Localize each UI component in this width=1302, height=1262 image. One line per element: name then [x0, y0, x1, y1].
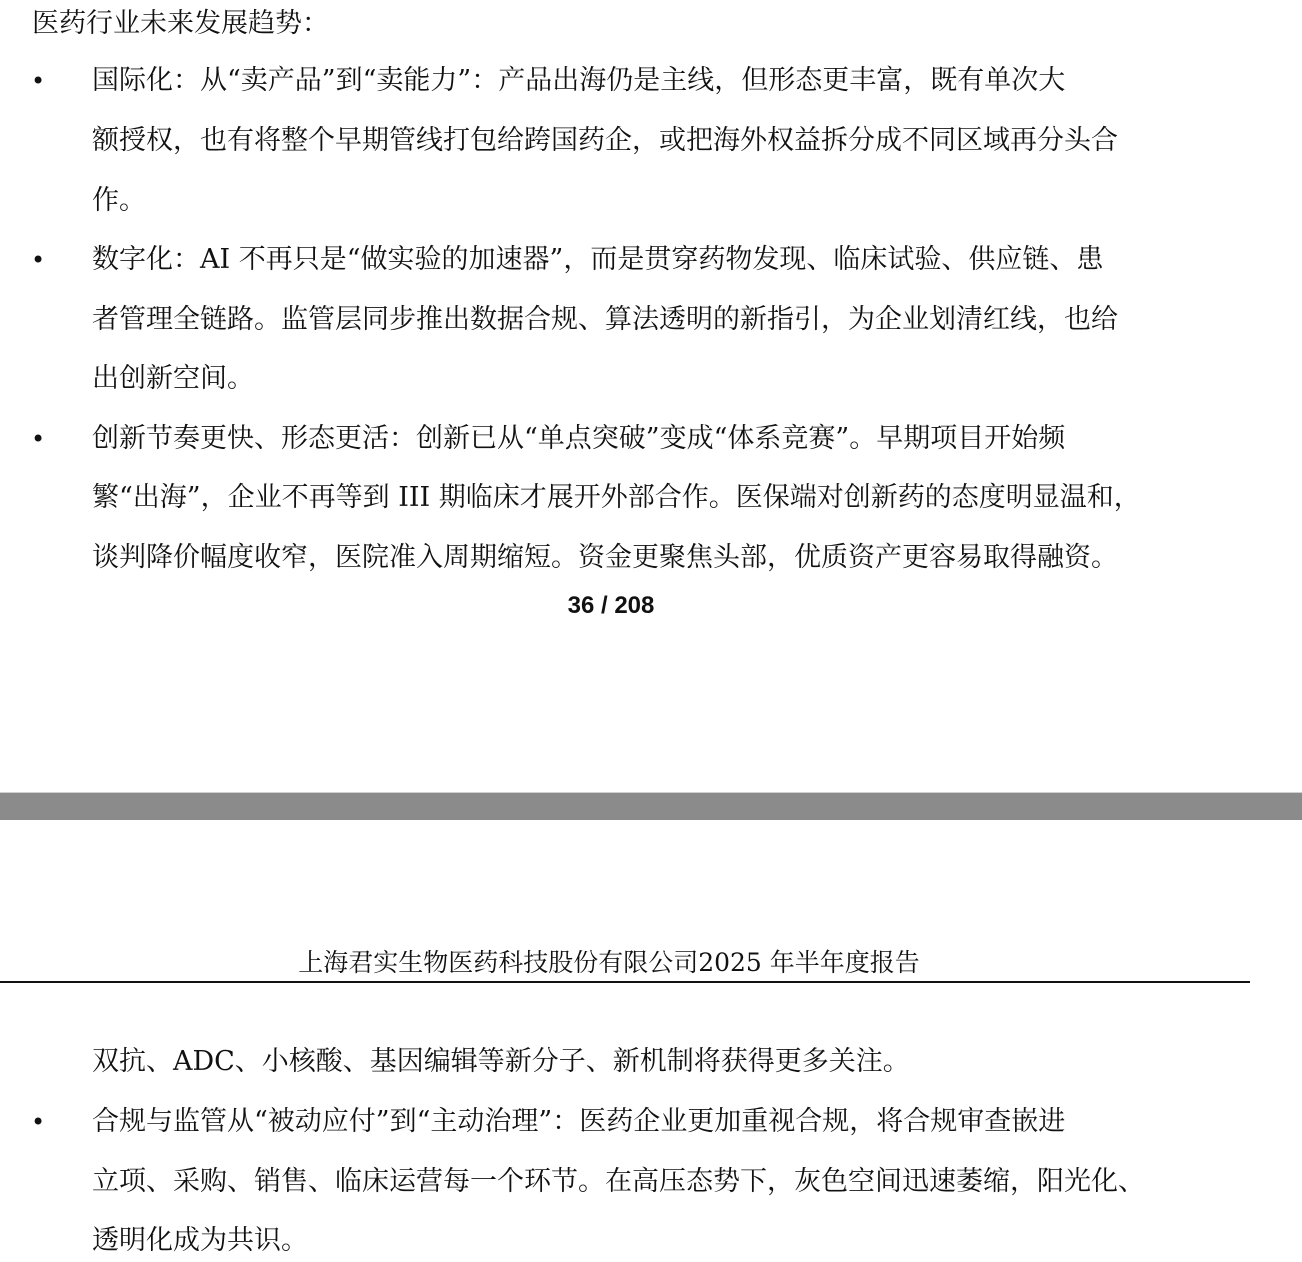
paragraph-line: 合规与监管从“被动应付”到“主动治理”：医药企业更加重视合规，将合规审查嵌进 [92, 1106, 1066, 1137]
page-separator [0, 792, 1302, 820]
bullet-icon: • [31, 67, 46, 95]
bullet-icon: • [31, 246, 46, 274]
paragraph-line: 透明化成为共识。 [92, 1225, 308, 1256]
paragraph-line: 数字化：AI 不再只是“做实验的加速器”，而是贯穿药物发现、临床试验、供应链、患 [92, 244, 1104, 275]
paragraph-line: 国际化：从“卖产品”到“卖能力”：产品出海仍是主线，但形态更丰富，既有单次大 [92, 65, 1066, 96]
bullet-icon: • [31, 425, 46, 453]
paragraph-line: 者管理全链路。监管层同步推出数据合规、算法透明的新指引，为企业划清红线，也给 [92, 304, 1118, 335]
bullet-icon: • [31, 1108, 46, 1136]
report-header: 上海君实生物医药科技股份有限公司2025 年半年度报告 [298, 948, 920, 977]
section-heading: 医药行业未来发展趋势： [32, 8, 329, 39]
paragraph-line: 额授权，也有将整个早期管线打包给跨国药企，或把海外权益拆分成不同区域再分头合 [92, 125, 1118, 156]
paragraph-line: 出创新空间。 [92, 363, 254, 394]
header-rule [0, 981, 1250, 983]
paragraph-line: 作。 [92, 185, 146, 216]
page-number: 36 / 208 [567, 592, 655, 619]
paragraph-line: 繁“出海”，企业不再等到 III 期临床才展开外部合作。医保端对创新药的态度明显温和， [92, 482, 1141, 513]
paragraph-line: 立项、采购、销售、临床运营每一个环节。在高压态势下，灰色空间迅速萎缩，阳光化、 [92, 1166, 1145, 1197]
document-page-37 [0, 820, 1302, 1262]
paragraph-line: 创新节奏更快、形态更活：创新已从“单点突破”变成“体系竞赛”。早期项目开始频 [92, 423, 1066, 454]
paragraph-line: 谈判降价幅度收窄，医院准入周期缩短。资金更聚焦头部，优质资产更容易取得融资。 [92, 542, 1118, 573]
paragraph-line: 双抗、ADC、小核酸、基因编辑等新分子、新机制将获得更多关注。 [92, 1046, 910, 1077]
